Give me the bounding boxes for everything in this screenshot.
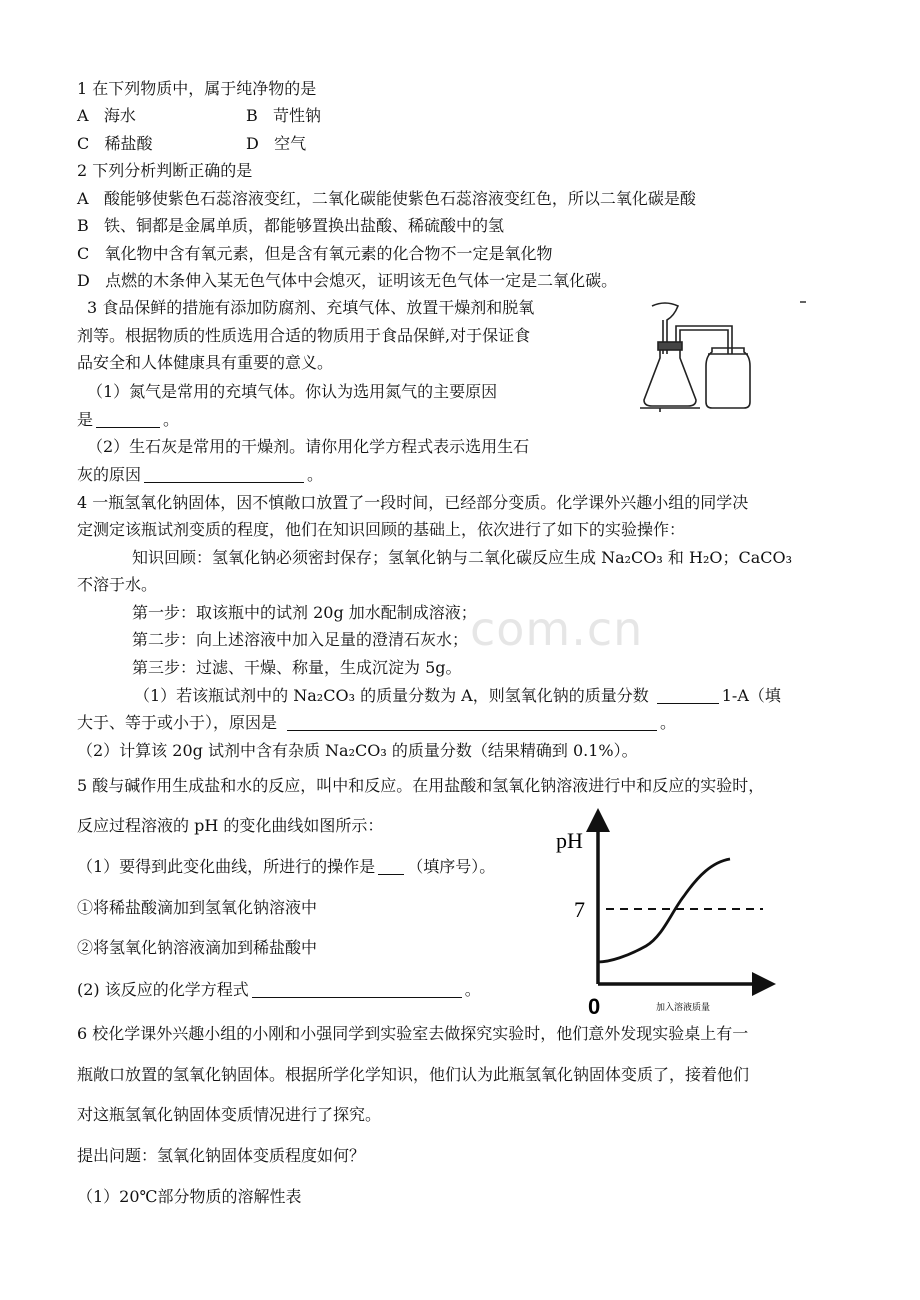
conical-flask (644, 346, 696, 406)
q5-sub1 (77, 856, 495, 878)
q4-sub1-tail: 1-A（填 (721, 686, 781, 705)
option-letter: B (246, 106, 258, 125)
answer-blank[interactable] (144, 466, 304, 483)
option-text: 点燃的木条伸入某无色气体中会熄灭，证明该无色气体一定是二氧化碳。 (105, 271, 618, 290)
rubber-stopper (658, 342, 682, 350)
q4-sub1-end: 。 (660, 713, 677, 732)
q5-option-2: ②将氢氧化钠溶液滴加到稀盐酸中 (77, 938, 318, 957)
q3-line3: 品安全和人体健康具有重要的意义。 (77, 353, 334, 372)
q1-stem: 1 在下列物质中，属于纯净物的是 (77, 79, 317, 98)
option-text: 稀盐酸 (104, 134, 153, 153)
q3-sub1-answer (77, 409, 179, 431)
q1-option-a (77, 105, 136, 127)
q5-option-1: ①将稀盐酸滴加到氢氧化钠溶液中 (77, 898, 318, 917)
watermark: com.cn (470, 602, 644, 656)
q6-line3: 对这瓶氢氧化钠固体变质情况进行了探究。 (77, 1105, 382, 1124)
q5-sub2-lead: (2) 该反应的化学方程式 (77, 980, 249, 999)
q3-sub1-end: 。 (163, 410, 180, 429)
q1-option-c (77, 133, 153, 155)
q3-sub1-lead: 是 (77, 410, 94, 429)
origin-label: 0 (588, 994, 601, 1019)
option-text: 海水 (103, 106, 136, 125)
ph-curve-chart (548, 806, 788, 1022)
q3-sub2: （2）生石灰是常用的干燥剂。请你用化学方程式表示选用生石 (87, 437, 530, 456)
answer-blank[interactable] (96, 411, 160, 428)
q4-sub2: （2）计算该 20g 试剂中含有杂质 Na₂CO₃ 的质量分数（结果精确到 0.1%）。 (77, 741, 638, 760)
q2-option-d (77, 270, 617, 292)
option-text: 苛性钠 (273, 106, 322, 125)
option-text: 氧化物中含有氧元素，但是含有氧元素的化合物不一定是氧化物 (104, 244, 553, 263)
q6-line2: 瓶敞口放置的氢氧化钠固体。根据所学化学知识，他们认为此瓶氢氧化钠固体变质了，接着他们 (77, 1065, 750, 1084)
q4-step1: 第一步：取该瓶中的试剂 20g 加水配制成溶液； (132, 603, 477, 622)
option-letter: D (246, 134, 259, 153)
ph7-label: 7 (574, 897, 585, 922)
x-axis-arrow-icon (752, 972, 776, 996)
q1-option-b (246, 105, 321, 127)
option-letter: C (77, 134, 90, 153)
q6-line1: 6 校化学课外兴趣小组的小刚和小强同学到实验室去做探究实验时，他们意外发现实验桌上有一 (77, 1024, 749, 1043)
q4-knowledge: 知识回顾：氢氧化钠必须密封保存；氢氧化钠与二氧化碳反应生成 Na₂CO₃ 和 H₂O；CaCO₃ (132, 548, 793, 567)
q6-sub1: （1）20℃部分物质的溶解性表 (77, 1187, 302, 1206)
q5-line2: 反应过程溶液的 pH 的变化曲线如图所示： (77, 816, 384, 835)
q5-sub2-end: 。 (464, 980, 481, 999)
q2-stem: 2 下列分析判断正确的是 (77, 161, 253, 180)
q3-sub1: （1）氮气是常用的充填气体。你认为选用氮气的主要原因 (87, 382, 498, 401)
option-letter: D (77, 271, 90, 290)
collection-bottle (706, 348, 750, 408)
q5-sub1-end: （填序号）。 (407, 857, 496, 876)
q5-line1: 5 酸与碱作用生成盐和水的反应，叫中和反应。在用盐酸和氢氧化钠溶液进行中和反应的实验时， (77, 776, 765, 795)
option-letter: A (77, 106, 89, 125)
answer-blank[interactable] (378, 858, 404, 875)
q2-option-a (77, 188, 696, 210)
answer-blank[interactable] (287, 714, 657, 731)
option-letter: C (77, 244, 90, 263)
q4-step2: 第二步：向上述溶液中加入足量的澄清石灰水； (132, 630, 469, 649)
q2-option-c (77, 243, 553, 265)
q4-sub1-lead: （1）若该瓶试剂中的 Na₂CO₃ 的质量分数为 A，则氢氧化钠的质量分数 (134, 686, 649, 705)
q3-sub2-answer (77, 464, 323, 486)
q5-sub2 (77, 979, 481, 1001)
q4-line1: 4 一瓶氢氧化钠固体，因不慎敞口放置了一段时间，已经部分变质。化学课外兴趣小组的同学决 (77, 493, 749, 512)
q4-sub1-reason-lead: 大于、等于或小于），原因是 (77, 713, 278, 732)
q3-line2: 剂等。根据物质的性质选用合适的物质用于食品保鲜,对于保证食 (77, 326, 531, 345)
q5-sub1-lead: （1）要得到此变化曲线，所进行的操作是 (77, 857, 376, 876)
option-letter: A (77, 189, 89, 208)
q6-question: 提出问题：氢氧化钠固体变质程度如何？ (77, 1146, 366, 1165)
x-axis-label: 加入溶液质量 (656, 1003, 711, 1013)
y-axis-label: pH (556, 828, 583, 853)
answer-blank[interactable] (252, 981, 462, 998)
q2-option-b (77, 215, 504, 237)
option-text: 铁、铜都是金属单质，都能够置换出盐酸、稀硫酸中的氢 (104, 216, 505, 235)
option-text: 空气 (274, 134, 307, 153)
q3-sub2-lead: 灰的原因 (77, 465, 142, 484)
gas-apparatus-figure (640, 296, 815, 412)
q4-sub1 (134, 685, 781, 707)
q4-step3: 第三步：过滤、干燥、称量，生成沉淀为 5g。 (132, 658, 462, 677)
q4-knowledge-cont: 不溶于水。 (77, 575, 158, 594)
option-letter: B (77, 216, 89, 235)
q1-option-d (246, 133, 306, 155)
q3-sub2-end: 。 (307, 465, 324, 484)
q3-line1: 3 食品保鲜的措施有添加防腐剂、充填气体、放置干燥剂和脱氧 (87, 298, 535, 317)
y-axis-arrow-icon (586, 808, 610, 832)
ph-curve (598, 859, 730, 962)
option-text: 酸能够使紫色石蕊溶液变红，二氧化碳能使紫色石蕊溶液变红色，所以二氧化碳是酸 (103, 189, 696, 208)
q4-line2: 定测定该瓶试剂变质的程度，他们在知识回顾的基础上，依次进行了如下的实验操作： (77, 520, 686, 539)
answer-blank[interactable] (657, 687, 719, 704)
q4-sub1-reason (77, 712, 676, 734)
